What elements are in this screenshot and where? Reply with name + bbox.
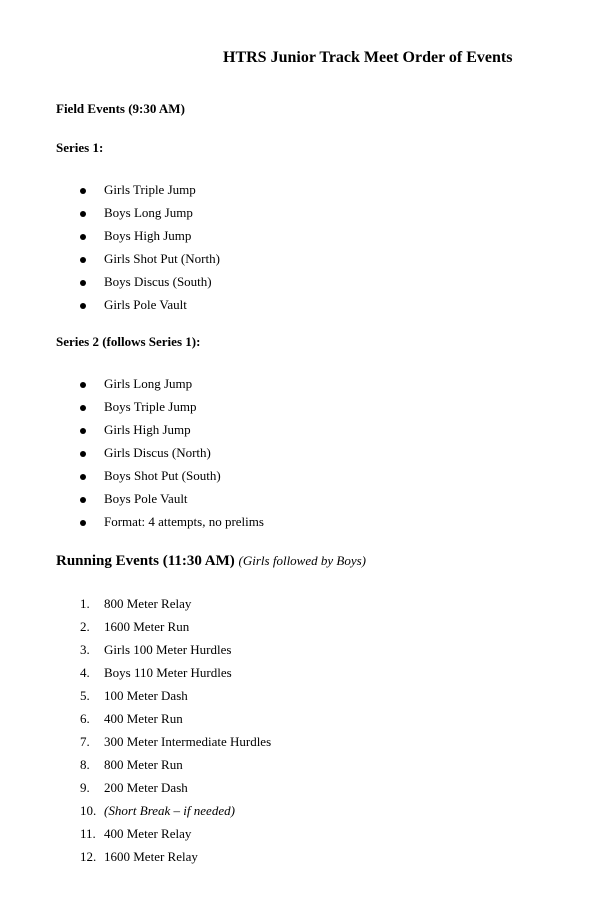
running-events-subheading: (Girls followed by Boys) <box>238 553 366 568</box>
bullet-icon <box>80 303 86 309</box>
list-item-label: Girls 100 Meter Hurdles <box>104 642 232 657</box>
bullet-icon <box>80 474 86 480</box>
list-item-label: (Short Break – if needed) <box>104 803 235 818</box>
list-item-number: 6. <box>80 711 90 726</box>
list-item-label: Boys Shot Put (South) <box>104 468 221 483</box>
list-item-label: 800 Meter Relay <box>104 596 192 611</box>
list-item-label: Girls Pole Vault <box>104 297 187 312</box>
bullet-icon <box>80 428 86 434</box>
bullet-icon <box>80 257 86 263</box>
list-item-label: Girls Discus (North) <box>104 445 211 460</box>
list-item-label: Boys High Jump <box>104 228 192 243</box>
bullet-icon <box>80 280 86 286</box>
bullet-icon <box>80 211 86 217</box>
list-item-label: Girls Triple Jump <box>104 182 196 197</box>
list-item-label: 200 Meter Dash <box>104 780 188 795</box>
list-item-label: Girls Shot Put (North) <box>104 251 220 266</box>
list-item-number: 2. <box>80 619 90 634</box>
bullet-icon <box>80 451 86 457</box>
running-events-title: Running Events (11:30 AM) <box>56 553 235 569</box>
list-item-label: Format: 4 attempts, no prelims <box>104 514 264 529</box>
list-item-label: Boys Long Jump <box>104 205 193 220</box>
bullet-icon <box>80 382 86 388</box>
list-item-label: 400 Meter Run <box>104 711 183 726</box>
series-2-heading: Series 2 (follows Series 1): <box>56 334 201 349</box>
list-item-label: Boys Discus (South) <box>104 274 212 289</box>
bullet-icon <box>80 234 86 240</box>
list-item-number: 8. <box>80 757 90 772</box>
document-title: HTRS Junior Track Meet Order of Events <box>223 49 513 66</box>
list-item-label: 800 Meter Run <box>104 757 183 772</box>
list-item-label: 1600 Meter Run <box>104 619 190 634</box>
list-item-number: 3. <box>80 642 90 657</box>
list-item-number: 12. <box>80 849 97 864</box>
list-item-number: 9. <box>80 780 90 795</box>
list-item-number: 1. <box>80 596 90 611</box>
list-item-label: 100 Meter Dash <box>104 688 188 703</box>
running-events-heading <box>56 553 366 570</box>
list-item-number: 7. <box>80 734 90 749</box>
field-events-heading: Field Events (9:30 AM) <box>56 101 185 116</box>
list-item-number: 10. <box>80 803 97 818</box>
series-1-heading: Series 1: <box>56 140 104 155</box>
list-item-label: Boys Triple Jump <box>104 399 197 414</box>
bullet-icon <box>80 520 86 526</box>
list-item-number: 11. <box>80 826 96 841</box>
bullet-icon <box>80 405 86 411</box>
list-item-label: Girls High Jump <box>104 422 191 437</box>
list-item-label: 400 Meter Relay <box>104 826 192 841</box>
list-item-label: 300 Meter Intermediate Hurdles <box>104 734 272 749</box>
list-item-number: 4. <box>80 665 90 680</box>
list-item-label: Girls Long Jump <box>104 376 193 391</box>
bullet-icon <box>80 188 86 194</box>
bullet-icon <box>80 497 86 503</box>
list-item-number: 5. <box>80 688 90 703</box>
list-item-label: 1600 Meter Relay <box>104 849 198 864</box>
list-item-label: Boys 110 Meter Hurdles <box>104 665 232 680</box>
list-item-label: Boys Pole Vault <box>104 491 188 506</box>
